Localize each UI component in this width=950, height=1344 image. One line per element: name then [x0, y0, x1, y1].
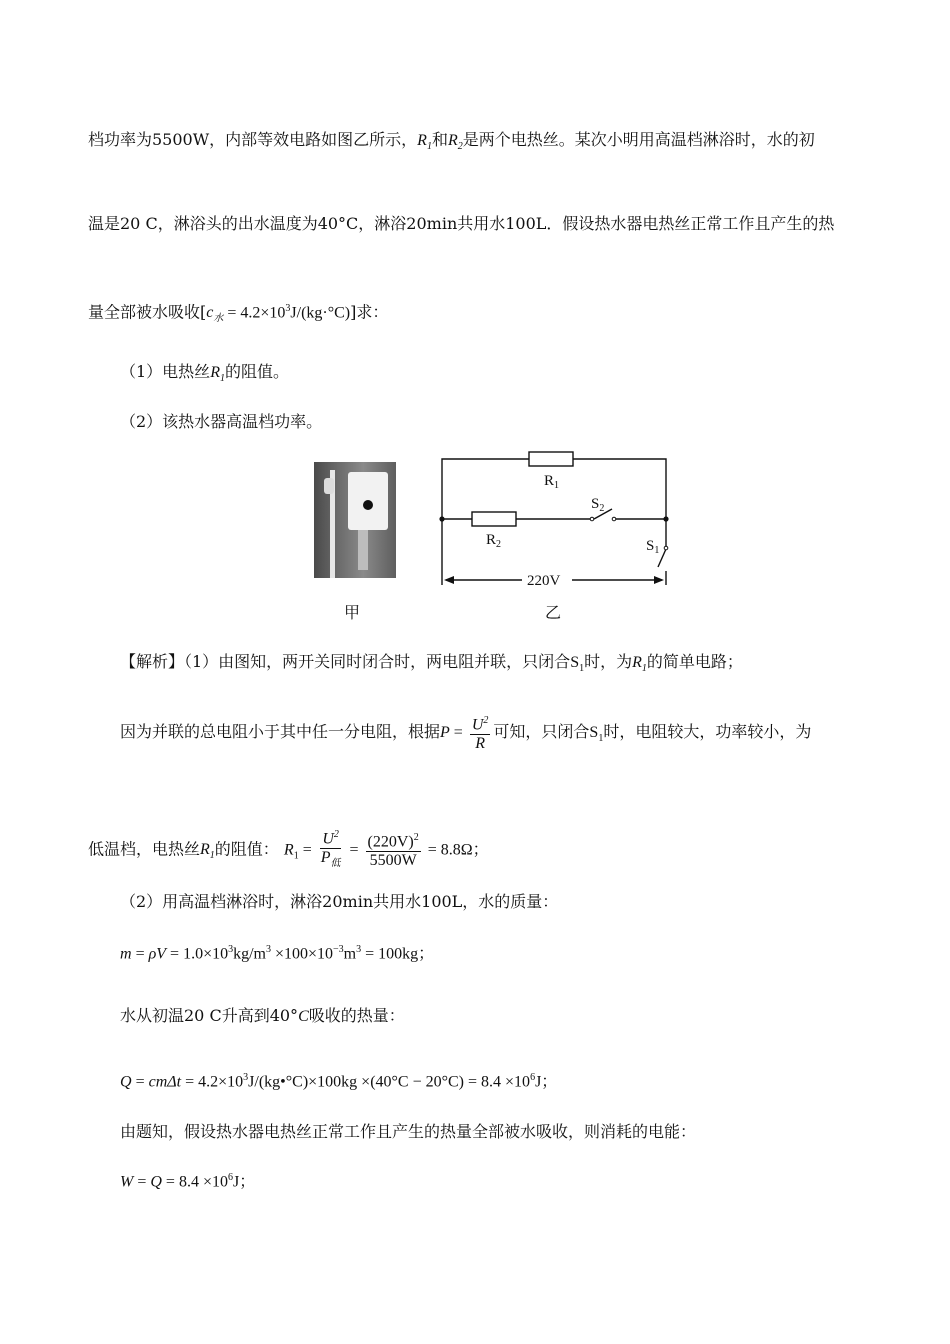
analysis-line-3: 低温档，电热丝$R_1$的阻值： $R_1$ = $\frac{U^2}{P_低}$ = $\frac{(220V)^2}{5500W}$ = 8.8Ω；: [88, 826, 489, 874]
label-s2: $S_2$: [591, 496, 605, 514]
caption-b: 乙: [545, 603, 562, 622]
part-2-line: （2）用高温档淋浴时，淋浴20min共用水100L，水的质量：: [120, 892, 559, 911]
energy-equation: $W = Q = 8.4 \times 10^6J$；: [120, 1172, 256, 1191]
paragraph-1: 档功率为5500W，内部等效电路如图乙所示，$R_1$和$R_2$是两个电热丝。某次小明用高温档淋浴时，水的初: [88, 130, 815, 153]
heat-intro: 水从初温20 C升高到40°C吸收的热量：: [120, 1006, 405, 1025]
water-heater-photo: [314, 462, 396, 578]
label-s1: $S_1$: [646, 538, 660, 556]
resistance-values: $\frac{(220V)^2}{5500W}$: [366, 829, 421, 870]
energy-intro: 由题知，假设热水器电热丝正常工作且产生的热量全部被水吸收，则消耗的电能：: [120, 1122, 697, 1141]
circuit-diagram: [430, 445, 680, 595]
r2-symbol: $R_2$: [447, 132, 463, 153]
resistance-formula: $\frac{U^2}{P_低}$: [319, 826, 343, 874]
c-water-symbol: $c_水$: [206, 304, 224, 325]
paragraph-2: 温是20 C，淋浴头的出水温度为40°C，淋浴20min共用水100L．假设热水器电热丝正常工作且产生的热: [88, 214, 835, 233]
question-2: （2）该热水器高温档功率。: [120, 412, 323, 431]
analysis-line-2: 因为并联的总电阻小于其中任一分电阻，根据P = $\frac{U^2}{R}$ 可知，只闭合$S_1$时，电阻较大，功率较小，为: [120, 712, 811, 753]
question-1: （1）电热丝$R_1$的阻值。: [120, 362, 289, 385]
paragraph-3: 量全部被水吸收$[c_水 = 4.2\times 10^3J/(kg\cdot^\circ C)]$求：: [88, 302, 389, 325]
label-r2: $R_2$: [486, 532, 502, 550]
analysis-line-1: 【解析】（1）由图知，两开关同时闭合时，两电阻并联，只闭合$S_1$时，为$R_1$的简单电路；: [120, 652, 743, 675]
label-r1: $R_1$: [544, 473, 560, 491]
power-formula: $\frac{U^2}{R}$: [470, 712, 491, 753]
heat-equation: $Q = cm\Delta t = 4.2\times 10^3J/(kg•^\circ C)\times 100kg \times(40^\circ C - 20^\circ C) = 8.4 \times 10^6J$；: [120, 1072, 558, 1091]
resistor-r2: [472, 512, 516, 526]
mass-equation: $m = \rho V = 1.0\times 10^3kg/m^3 \times 100\times 10^{-3}m^3 = 100kg$；: [120, 944, 435, 963]
resistor-r1: [529, 452, 573, 466]
r1-symbol: $R_1$: [417, 132, 432, 153]
caption-a: 甲: [344, 603, 361, 622]
label-voltage: 220V: [527, 573, 561, 589]
